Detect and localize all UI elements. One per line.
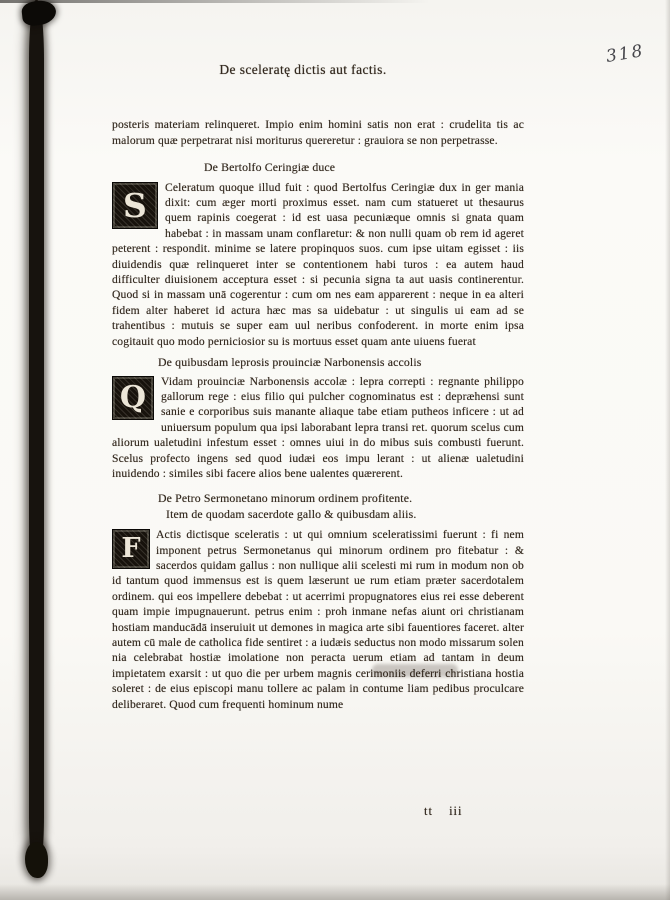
scan-bottom-edge-shadow xyxy=(0,884,670,900)
binding-gutter-shadow xyxy=(29,0,44,876)
paragraph-bertolfo-text: Celeratum quoque illud fuit : quod Bertolfus Ceringiæ dux in ger mania dixit: cum æger morti proximus esset. nam cum statueret ut thesaurus quem rapinis coegerat : id est uasa pecuniæque omnis si gnata quam habebat : in massam unam conflaretur: & non nulli quam ob rem id ageret peterent : respondit. minime se latere propinquos suos. cum ipse uitam egisset : iis diuidendis quæ relinqueret inter se contentionem habi turos : ea autem haud difficulter diuisionem acceptura esset : si pecunia signa ta aut uasis continerentur. Quod si in massam unā cogerentur : cum om nes eam apparerent : neque in ea alteri fidem alter haberet id actura hæc mas sa uidebatur : ut singulis ui eam ad se trahentibus : mutuis se super eam uul neribus confoderent. in morte enim ipsa cogitauit quo modo perniciosior su is mortuus esset quam ante uiuens fuerat xyxy=(112,180,524,348)
section-heading-petro: De Petro Sermonetano minorum ordinem profitente. xyxy=(158,491,413,506)
scan-right-edge-shadow xyxy=(665,0,670,900)
section-heading-leprosis: De quibusdam leprosis prouinciæ Narbonensis accolis xyxy=(158,355,422,370)
paragraph-leprosis xyxy=(112,374,524,482)
section-heading-bertolfo: De Bertolfo Ceringiæ duce xyxy=(204,160,336,175)
handwritten-page-number: 318 xyxy=(604,41,646,67)
text-block xyxy=(112,62,524,718)
corner-ink-mark xyxy=(21,0,57,27)
paragraph-petro xyxy=(112,527,524,712)
binding-shadow-foot xyxy=(25,842,48,878)
woodcut-initial-s: S xyxy=(112,182,158,229)
paragraph-petro-text: Actis dictisque sceleratis : ut qui omnium sceleratissimi fuerunt : fi nem imponent petrus Sermonetanus qui minorum ordinem pro fitebatur : & sacerdos quidam gallus : non nullique alii scelesti mi rum in modum non ob id tantum quod immensus est is quem læserunt ue rum etiam præter sacerdotalem ordinem. qui eos impellere debebat : ut acerrimi propugnatores eius rei esse deberent quam impie impugnauerunt. petrus enim : proh inmane nefas aiunt ori christianam hostiam manducādā inseruiuit ut demones in magica arte sibi fauentiores faceret. alter autem cū male de catholica fide sentiret : a iudæis seductus non modo missarum solen nia celebrabat hostiæ imolatione non peracta uerum etiam ad tantam in deum impietatem exarsit : ut quo die per urbem magnis cerimoniis deferri christiana hostia soleret : de eius episcopi manu tollere ac palam in contume liam pedibus proculcare deliberaret. Quod cum frequenti hominum nume xyxy=(112,528,524,711)
running-header: De sceleratę dictis aut factis. xyxy=(219,62,387,77)
paragraph-continuation: posteris materiam relinqueret. Impio enim homini satis non erat : crudelita tis ac malorum quæ perpetrarat nisi moriturus quereretur : grauiora se non perpetrasse. xyxy=(112,118,524,147)
section-heading-item: Item de quodam sacerdote gallo & quibusdam aliis. xyxy=(166,506,417,521)
woodcut-initial-f: F xyxy=(112,529,150,569)
paragraph-leprosis-text: Vidam prouinciæ Narbonensis accolæ : lepra correpti : regnante philippo gallorum rege : eius filio qui pulcher cognominatus est : depræhensi sunt sanie e corporibus suis manante aliaque tabe etiam putheos inficere : ut ad uniuersum populum qua ipsi laborabant lepra transi ret. quorum scelus cum aliorum ualetudini infestum esset : omnes uiui in do mibus suis combusti fuerunt. Scelus profecto ingens sed quod iudæi eos impu lerant : ut alienæ ualetudini inuidendo : similes sibi facere alios bene ualentes quærerent. xyxy=(112,374,524,480)
woodcut-initial-q: Q xyxy=(112,376,154,420)
signature-mark: tt iii xyxy=(424,804,463,818)
paragraph-bertolfo xyxy=(112,180,524,349)
scan-top-edge-shadow xyxy=(0,0,430,3)
